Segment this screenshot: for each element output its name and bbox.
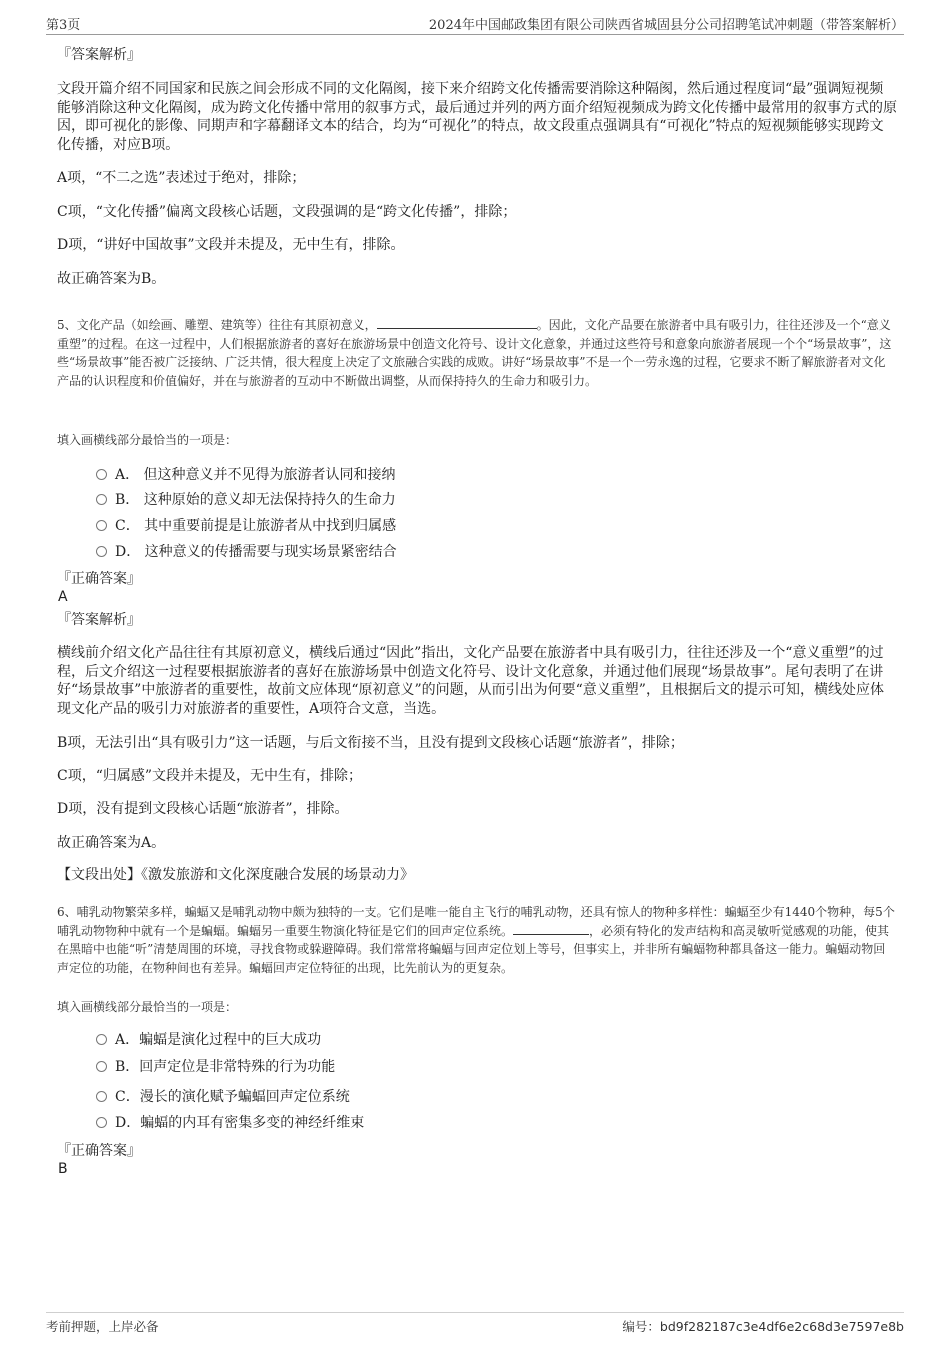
q5-analysis-item-b: B项，无法引出“具有吸引力”这一话题，与后文衔接不当，且没有提到文段核心话题“旅游者”，排除； (57, 735, 684, 751)
q5-stem-before: 5、文化产品（如绘画、雕塑、建筑等）往往有其原初意义， (57, 318, 377, 332)
q4-conclusion: 故正确答案为B。 (57, 271, 166, 287)
footer-slogan: 考前押题，上岸必备 (46, 1319, 159, 1334)
q5-analysis-item-d: D项，没有提到文段核心话题“旅游者”，排除。 (57, 801, 349, 817)
q5-source: 【文段出处】《激发旅游和文化深度融合发展的场景动力》 (57, 867, 414, 883)
q4-analysis-label: 『答案解析』 (57, 47, 141, 63)
q6-stem-after: ，必须有特化的发声结构和高灵敏听觉感观的功能，使其在黑暗中也能“听”清楚周围的环境，寻找食物或躲避障碍。我们常常将蝙蝠与回声定位划上等号，但事实上，并非所有蝙蝠物种都具备这一能力。蝙蝠动物回声定位的功能，在物种间也有差异。蝙蝠回声定位特征的出现，比先前认为的更复杂。 (57, 923, 890, 975)
q4-analysis-paragraph: 文段开篇介绍不同国家和民族之间会形成不同的文化隔阂，接下来介绍跨文化传播需要消除这种隔阂，然后通过程度词“最”强调短视频能够消除这种文化隔阂，成为跨文化传播中常用的叙事方式，最后通过并列的两方面介绍短视频成为跨文化传播中最常用的叙事方式的原因，即可视化的影像、同期声和字幕翻译文本的结合，均为“可视化”的特点，故文段重点强调具有“可视化”特点的短视频能够实现跨文化传播，对应B项。 (57, 81, 897, 153)
q4-analysis-item-d: D项，“讲好中国故事”文段并未提及，无中生有，排除。 (57, 237, 405, 253)
radio-icon[interactable] (96, 494, 107, 505)
q6-stem (57, 903, 897, 977)
page-number: 第3页 (46, 18, 81, 33)
q5-stem (57, 316, 897, 390)
q6-answer-label: 『正确答案』 (57, 1143, 141, 1159)
q5-option-a[interactable]: A． 但这种意义并不见得为旅游者认同和接纳 (96, 465, 396, 485)
footer-code-value: bd9f282187c3e4df6e2c68d3e7597e8b (659, 1319, 904, 1334)
q5-option-b[interactable]: B． 这种原始的意义却无法保持持久的生命力 (96, 490, 396, 510)
q5-option-c[interactable]: C． 其中重要前提是让旅游者从中找到归属感 (96, 516, 396, 536)
q4-analysis-item-c: C项，“文化传播”偏离文段核心话题，文段强调的是“跨文化传播”，排除； (57, 204, 517, 220)
q6-answer: B (58, 1161, 68, 1177)
q5-analysis-item-c: C项，“归属感”文段并未提及，无中生有，排除； (57, 768, 363, 784)
radio-icon[interactable] (96, 520, 107, 531)
q6-prompt: 填入画横线部分最恰当的一项是： (57, 1000, 238, 1014)
q6-option-c[interactable]: C．漫长的演化赋予蝙蝠回声定位系统 (96, 1087, 350, 1107)
page-header (46, 14, 904, 35)
radio-icon[interactable] (96, 1091, 107, 1102)
q6-stem-before: 6、哺乳动物繁荣多样，蝙蝠又是哺乳动物中颇为独特的一支。它们是唯一能自主飞行的哺乳动物，还具有惊人的物种多样性：蝙蝠至少有1440个物种，每5个哺乳动物物种中就有一个是蝙蝠。蝙蝠另一重要生物演化特征是它们的回声定位系统。 (57, 905, 895, 938)
q5-stem-after: 。因此，文化产品要在旅游者中具有吸引力，往往还涉及一个“意义重塑”的过程。在这一过程中，人们根据旅游者的喜好在旅游场景中创造文化符号、设计文化意象，并通过这些符号和意象向旅游者展现一个个“场景故事”，这些“场景故事”能否被广泛接纳、广泛共情，很大程度上决定了文旅融合实践的成败。讲好“场景故事”不是一个一劳永逸的过程，它要求不断了解旅游者对文化产品的认识程度和价值偏好，并在与旅游者的互动中不断做出调整，从而保持持久的生命力和吸引力。 (57, 318, 892, 388)
radio-icon[interactable] (96, 1061, 107, 1072)
radio-icon[interactable] (96, 469, 107, 480)
q5-answer-label: 『正确答案』 (57, 571, 141, 587)
footer-code (622, 1317, 904, 1335)
q5-blank (377, 316, 537, 329)
q4-analysis-item-a: A项，“不二之选”表述过于绝对，排除； (57, 170, 306, 186)
q5-conclusion: 故正确答案为A。 (57, 835, 166, 851)
q6-option-b[interactable]: B．回声定位是非常特殊的行为功能 (96, 1057, 335, 1077)
radio-icon[interactable] (96, 1117, 107, 1128)
q5-option-d[interactable]: D． 这种意义的传播需要与现实场景紧密结合 (96, 542, 397, 562)
radio-icon[interactable] (96, 1034, 107, 1045)
q5-prompt: 填入画横线部分最恰当的一项是： (57, 433, 238, 447)
q5-answer: A (58, 589, 68, 605)
footer-code-label: 编号： (622, 1319, 660, 1334)
q5-analysis: 横线前介绍文化产品往往有其原初意义，横线后通过“因此”指出，文化产品要在旅游者中具有吸引力，往往还涉及一个“意义重塑”的过程，后文介绍这一过程要根据旅游者的喜好在旅游场景中创造文化符号、设计文化意象，并通过他们展现“场景故事”。尾句表明了在讲好“场景故事”中旅游者的重要性，故前文应体现“原初意义”的问题，从而引出为何要“意义重塑”，且根据后文的提示可知，横线处应体现文化产品的吸引力对旅游者的重要性，A项符合文意，当选。 (57, 645, 884, 717)
q6-option-d[interactable]: D．蝙蝠的内耳有密集多变的神经纤维束 (96, 1113, 364, 1133)
q5-analysis-label: 『答案解析』 (57, 612, 141, 628)
q6-blank (513, 922, 589, 935)
page-footer (46, 1312, 904, 1337)
document-title: 2024年中国邮政集团有限公司陕西省城固县分公司招聘笔试冲刺题（带答案解析） (428, 18, 904, 33)
radio-icon[interactable] (96, 546, 107, 557)
q6-option-a[interactable]: A．蝙蝠是演化过程中的巨大成功 (96, 1030, 321, 1050)
